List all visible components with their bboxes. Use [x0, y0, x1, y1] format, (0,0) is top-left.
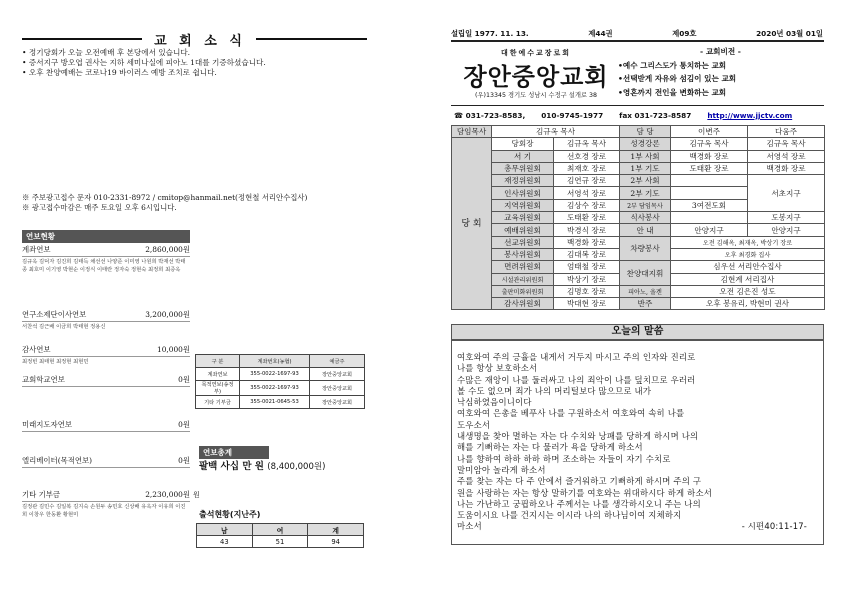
side-label: 당 회: [452, 138, 492, 310]
church-address: (우)13345 경기도 성남시 수정구 설개로 38: [474, 92, 598, 99]
website-link[interactable]: http://www.jjctv.com: [707, 111, 793, 120]
offering-item: 연구소제단이사연보 3,200,000원 서찬석 김근배 이금희 박태현 정용신: [22, 310, 190, 330]
table-row: 목적연보(송정부) 355-0022-1697-93 장안중앙교회: [196, 381, 365, 396]
table-row: 지역위원회 김상수 장로 2부 담임목사 3여전도회: [452, 199, 825, 211]
word-title: 오늘의 말씀: [451, 324, 824, 340]
table-row: 서 기 선호경 장로 1부 사회 백경화 장로 서영석 장로: [452, 150, 825, 162]
table-row: 출판미화위원회 김명호 장로 피아노, 올겐 오전 김은진 성도: [452, 285, 825, 297]
total-header: 연보총계: [199, 446, 269, 459]
table-row: 시설관리위원회 박상기 장로 김현계 서리집사: [452, 273, 825, 285]
org-table: 담임목사 김규옥 목사 담 당 이변주 다움주 당 회 당회장 김규옥 목사 성경강론 김규옥 목사 김규옥 목사 서 기 선호경 장로 1부 사회 백경화 장로 서영석 장로 총무위원회 최재호 장로 1부 기도 도태환 장로 백경화 장로 재정위원회 김연규 장로 2부 사회 서초지구 인사위원회 서영석 장로 2부 기도 지역위원회 김상수 장로 2부 담임목사 3여전도회 교육위원회 도태환 장로 식사봉사 도봉지구 예배위원회 박경식 장로 안 내 안양지구 안양지구 선교위원회 백경화 장로 차량봉사 오전 김해옥, 최재옥, 박상기 장로 봉사위원회 김대복 장로 오후 최경화 집사 면려위원회 엄태철 장로 찬양대지휘 심우선 서리안수집사 시설관리위원회 박상기 장로 김현계 서리집사 출판미화위원회 김명호 장로 피아노, 올겐 오전 김은진 성도 감사위원회 박대현 장로 반주 오후 봉유리, 박현미 권사: [451, 125, 825, 310]
issue-number: 제09호: [672, 29, 697, 38]
issue-header: [451, 29, 823, 39]
founded-date: 설립일 1977. 11. 13.: [451, 29, 529, 38]
dangdang-label: 담 당: [620, 126, 671, 138]
news-item: • 정기당회가 오늘 오전예배 후 본당에서 있습니다.: [22, 48, 191, 57]
table-row: 당 회 당회장 김규옥 목사 성경강론 김규옥 목사 김규옥 목사: [452, 138, 825, 150]
offering-item: 엘리베이터(목적연보) 0원: [22, 455, 190, 468]
news-list: [22, 48, 362, 78]
table-row: 43 51 94: [197, 536, 364, 548]
offering-item: 감사연보 10,000원 최정빈 최태현 최정현 최현민: [22, 345, 190, 365]
news-item: • 증서지구 방오엽 권사는 지하 세미나실에 피아노 1대를 기증하셨습니다.: [22, 58, 266, 67]
ad-item: ※ 광고접수마감은 매주 토요일 오후 6시입니다.: [22, 203, 177, 212]
contact-rule-top: [451, 105, 824, 106]
mobile: 010-9745-1977: [541, 111, 604, 120]
ad-list: [22, 193, 367, 213]
offering-names: 최정빈 최태현 최정현 최현민: [22, 359, 89, 365]
table-row: 선교위원회 백경화 장로 차량봉사 오전 김해옥, 최재옥, 박상기 장로: [452, 236, 825, 248]
news-title-bar: [22, 30, 367, 49]
title-rule-left: [22, 38, 142, 40]
attendance-title: 출석현황(지난주): [199, 510, 261, 519]
table-row: 재정위원회 김연규 장로 2부 사회 서초지구: [452, 175, 825, 187]
total-amount: 팔백 사십 만 원 (8,400,000원): [199, 461, 326, 472]
table-row: 인사위원회 서영석 장로 2부 기도: [452, 187, 825, 199]
account-header: 예금주: [310, 355, 365, 368]
account-table: [195, 354, 365, 409]
offering-item: 기타 기부금 2,230,000원 김정관 김민수 김일복 김지숙 손원두 송민호 신상배 유옥자 이유희 이진희 이창우 한동환 황현미: [22, 490, 190, 518]
phone: ☎ 031-723-8583,: [454, 111, 526, 120]
extra-note: 원: [193, 491, 200, 499]
table-row: 교육위원회 도태환 장로 식사봉사 도봉지구: [452, 212, 825, 224]
account-header: 계좌번호(농협): [240, 355, 310, 368]
account-header: 구 분: [196, 355, 240, 368]
offering-item: 미래지도자연보 0원: [22, 419, 190, 432]
fax: fax 031-723-8587: [619, 111, 692, 120]
offering-names: 김규옥 김덕자 김진희 김태득 채선선 나양준 이미영 나원희 박재선 박태종 최호미 이기영 박현순 이정식 이태란 정자숙 정현숙 최정희 최증옥: [22, 259, 186, 273]
attendance-table: 남 여 계 43 51 94: [196, 523, 364, 548]
offering-item: 계좌연보 2,860,000원 김규옥 김덕자 김진희 김태득 채선선 나양준 이미영 나원희 박재선 박태종 최호미 이기영 박현순 이정식 이태란 정자숙 정현숙 최정희 최증옥: [22, 245, 190, 273]
news-title: 교 회 소 식: [154, 34, 246, 49]
table-row: 예배위원회 박경식 장로 안 내 안양지구 안양지구: [452, 224, 825, 236]
offering-item: 교회학교연보 0원: [22, 374, 190, 387]
verse-text: 여호와여 주의 긍휼을 내게서 거두지 마시고 주의 인자와 진리로 나를 항상 보호하소서 수많은 재앙이 나를 둘러싸고 나의 죄악이 나를 덮치므로 우러러 볼 수도 없으며 죄가 나의 머리털보다 많으므로 내가 낙심하였음이니이다 여호와여 은총을 베푸사 나를 구원하소서 여호와여 속히 나를 도우소서 내생명을 찾아 멸하는 자는 다 수치와 낭패를 당하게 하시며 나의 해를 기뻐하는 자는 다 물러가 욕을 당하게 하소서 나를 향하여 하하 하하 하며 조소하는 자들이 자기 수치로 말미암아 놀라게 하소서 주를 찾는 자는 다 주 안에서 즐거워하고 기뻐하게 하시며 주의 구 원을 사랑하는 자는 항상 말하기를 여호와는 위대하시다 하게 하소서 나는 가난하고 궁핍하오나 주께서는 나를 생각하시오니 주는 나의 도움이시요 나를 건지시는 이시라 나의 하나님이여 지체하지 마소서 - 시편40:11-17-: [457, 352, 807, 532]
table-row: 계좌연보 355-0022-1697-93 장안중앙교회: [196, 368, 365, 381]
table-row: 봉사위원회 김대복 장로 오후 최경화 집사: [452, 248, 825, 260]
title-rule-right: [256, 38, 367, 40]
ad-item: ※ 주보광고접수 문자 010-2331-8972 / cmitop@hanmail.net(정현철 서리안수집사): [22, 193, 308, 202]
table-row: 면려위원회 엄태철 장로 찬양대지휘 심우선 서리안수집사: [452, 261, 825, 273]
table-row: 감사위원회 박대현 장로 반주 오후 봉유리, 박현미 권사: [452, 298, 825, 310]
church-name: 장안중앙교회: [463, 62, 609, 91]
offering-names: 서찬석 김근배 이금희 박태현 정용신: [22, 324, 106, 330]
church-vision: - 교회비전 - •예수 그리스도가 통치하는 교회 •선택받게 자유와 섬김이 있는 교회 •영혼까지 전인을 변화하는 교회: [618, 47, 741, 97]
contact-bar: [454, 111, 824, 120]
issue-date: 2020년 03월 01일: [756, 29, 823, 38]
denomination: 대한예수교장로회: [500, 48, 572, 57]
header-rule: [451, 40, 824, 42]
news-item: • 오후 찬양예배는 코로나19 바이러스 예방 조치로 쉽니다.: [22, 68, 217, 77]
table-row: 총무위원회 최재호 장로 1부 기도 도태환 장로 백경화 장로: [452, 162, 825, 174]
offering-header: 연보현황: [22, 230, 190, 243]
verse-reference: - 시편40:11-17-: [741, 521, 807, 532]
volume: 제44권: [588, 29, 613, 38]
table-row: 기타 기부금 355-0021-0645-53 장안중앙교회: [196, 396, 365, 409]
pastor-label: 담임목사: [452, 126, 492, 138]
offering-names: 김정관 김민수 김일복 김지숙 손원두 송민호 신상배 유옥자 이유희 이진희 이창우 한동환 황현미: [22, 504, 186, 518]
pastor-name: 김규옥 목사: [492, 126, 620, 138]
